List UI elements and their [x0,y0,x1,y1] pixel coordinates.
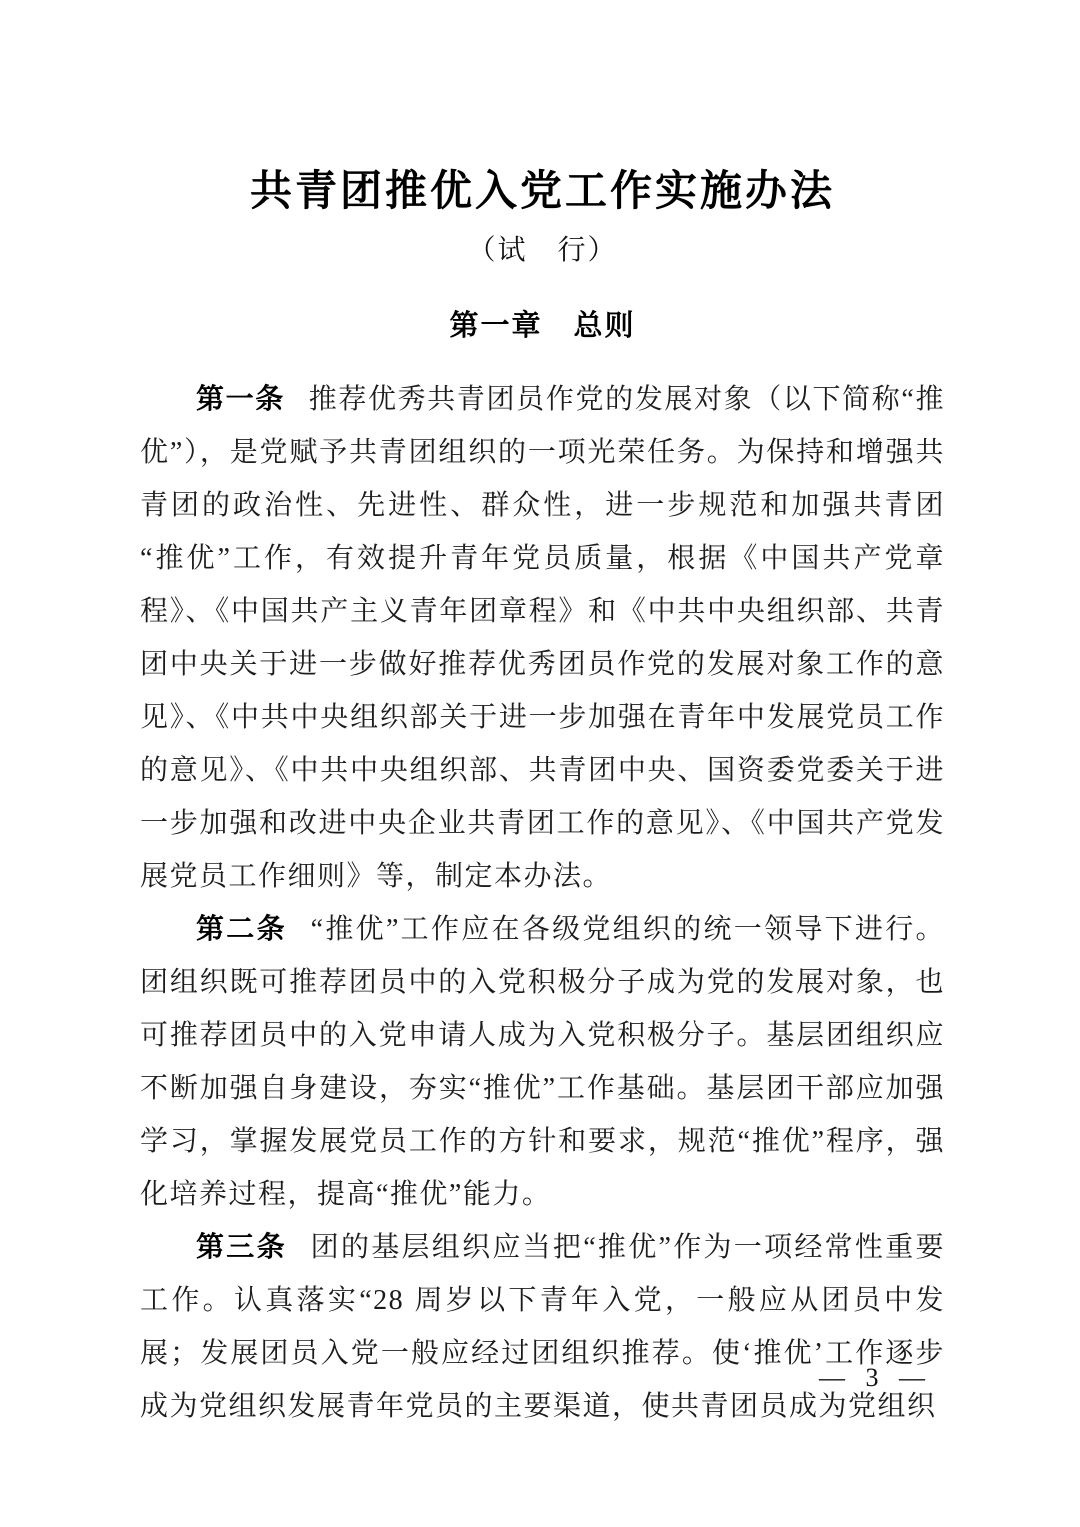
paragraph-article-2 [140,903,945,1221]
document-subtitle: （试 行） [467,235,618,266]
page-number: — 3 — [819,1363,932,1392]
article-3-text: 团的基层组织应当把“推优”作为一项经常性重要工作。认真落实“28 周岁以下青年入党，一般应从团员中发展；发展团员入党一般应经过团组织推荐。使‘推优’工作逐步成为党组织发展青年党员的主要渠道，使共青团员成为党组织 [140,1232,945,1422]
chapter-heading: 第一章 总则 [449,310,636,342]
document-body [140,373,945,1433]
article-3-label: 第三条 [196,1232,287,1263]
paragraph-article-1 [140,373,945,903]
document-title: 共青团推优入党工作实施办法 [249,169,835,215]
article-2-text: “推优”工作应在各级党组织的统一领导下进行。团组织既可推荐团员中的入党积极分子成为党的发展对象，也可推荐团员中的入党申请人成为入党积极分子。基层团组织应不断加强自身建设，夯实“推优”工作基础。基层团干部应加强学习，掌握发展党员工作的方针和要求，规范“推优”程序，强化培养过程，提高“推优”能力。 [140,914,945,1210]
paragraph-article-3 [140,1221,945,1433]
article-2-label: 第二条 [196,914,287,945]
article-1-text: 推荐优秀共青团员作党的发展对象（以下简称“推优”），是党赋予共青团组织的一项光荣任务。为保持和增强共青团的政治性、先进性、群众性，进一步规范和加强共青团“推优”工作，有效提升青年党员质量，根据《中国共产党章程》、《中国共产主义青年团章程》和《中共中央组织部、共青团中央关于进一步做好推荐优秀团员作党的发展对象工作的意见》、《中共中央组织部关于进一步加强在青年中发展党员工作的意见》、《中共中央组织部、共青团中央、国资委党委关于进一步加强和改进中央企业共青团工作的意见》、《中国共产党发展党员工作细则》等，制定本办法。 [140,384,945,892]
article-1-label: 第一条 [196,384,285,415]
